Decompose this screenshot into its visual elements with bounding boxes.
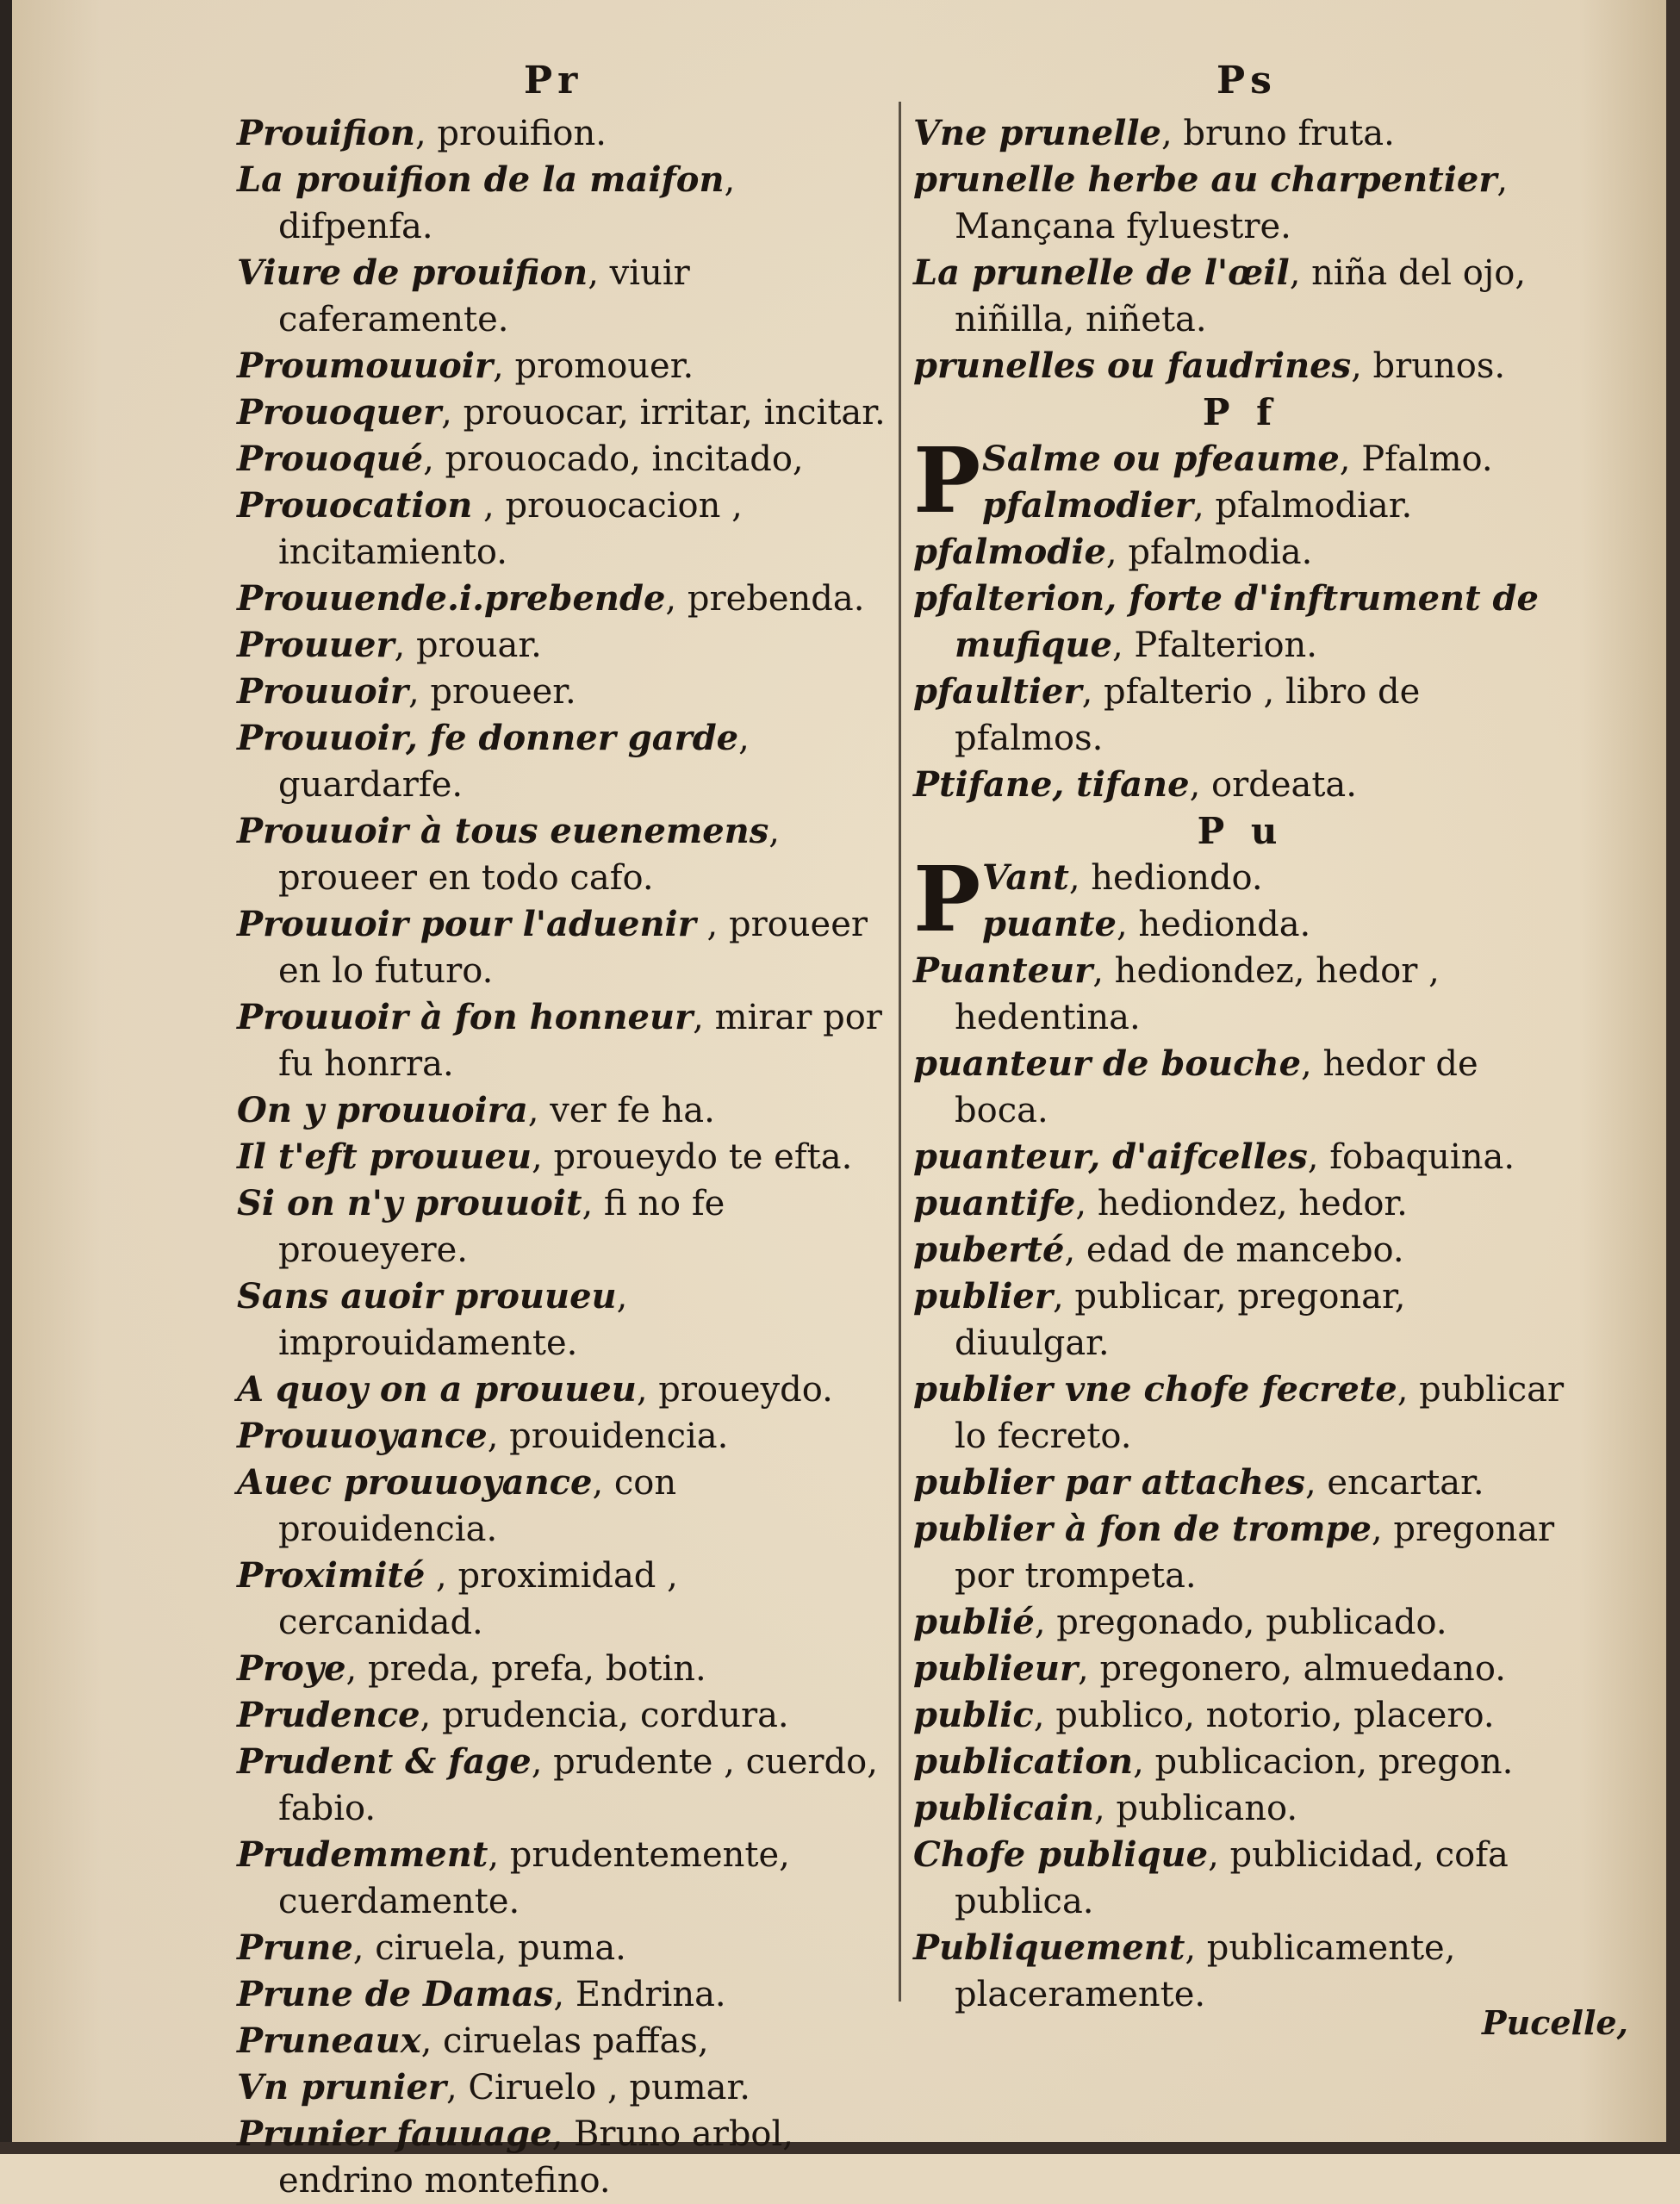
headword: Salme ou pfeaume [982,439,1340,479]
translation: , publicar, pregonar, diuulgar. [955,1277,1406,1363]
entry [913,1367,1568,1460]
entry [913,1041,1568,1134]
headword: public [913,1695,1034,1735]
entry [913,1460,1568,1506]
section-heading-ps: P f [1202,391,1279,433]
entry [913,576,1568,669]
entry [913,1599,1568,1646]
headword: La prunelle de l'œil [913,252,1290,293]
entry [237,576,892,622]
translation: , brunos. [1351,346,1506,386]
headword: Proximité [237,1555,426,1596]
headword: Puanteur [913,950,1093,991]
entry [237,1739,892,1832]
entry [237,994,892,1087]
headword: On y prouuoira [237,1090,528,1130]
translation: , publicacion, pregon. [1133,1742,1514,1782]
entry [913,1180,1568,1227]
translation: , mirar por fu honrra. [278,998,882,1084]
headword: publier à fon de trompe [913,1509,1372,1549]
translation: , ver fe ha. [527,1091,715,1130]
headword: puanteur de bouche [913,1043,1302,1084]
headword: Vant [982,857,1069,898]
headword: Prouuoir pour l'aduenir [237,904,696,944]
headword: publier [913,1276,1053,1317]
entry [913,1506,1568,1599]
translation: , Endrina. [553,1975,726,2014]
translation: , fobaquina. [1307,1137,1515,1177]
column-rule [899,102,901,2002]
headword: puantife [913,1183,1076,1223]
left-edge-shadow [0,0,12,2154]
translation: , proueer en lo futuro. [278,905,868,991]
entry [237,436,892,483]
headword: pfalmodie [913,532,1106,572]
translation: , pfalterio , libro de pfalmos. [955,672,1421,758]
headword: Prune [237,1927,353,1968]
translation: , prouar. [394,626,542,665]
entry [237,1460,892,1553]
left-column [237,110,892,2204]
translation: , proueer en todo cafo. [278,812,781,898]
translation: , prouocado, incitado, [423,439,804,479]
translation: , difpenfa. [278,160,736,246]
entry [913,110,1568,157]
headword: prunelle herbe au charpentier [913,159,1497,200]
translation: , publicano. [1093,1789,1298,1828]
translation: , bruno fruta. [1161,114,1395,153]
entry [237,1832,892,1925]
entry [237,1925,892,1971]
headword: publieur [913,1648,1079,1689]
headword: Chofe publique [913,1834,1209,1875]
entry [237,1087,892,1134]
running-head-left: Pr [524,59,583,103]
headword: puberté [913,1230,1065,1270]
entry [913,1925,1568,2018]
entry [237,2111,892,2204]
headword: Prouuoir, fe donner garde [237,718,739,758]
headword: publié [913,1602,1035,1642]
headword: La prouifion de la maifon [237,159,725,200]
entry [237,669,892,715]
entry [913,669,1568,762]
translation: , Pfalterion. [1112,626,1318,665]
headword: Ptifane, tifane [913,764,1190,805]
entry [237,1273,892,1367]
headword: prunelles ou faudrines [913,346,1352,386]
headword: A quoy on a prouueu [237,1369,637,1410]
translation: , Mançana fyluestre. [955,160,1509,246]
entry [237,1692,892,1739]
headword: Prouuoir [237,671,408,712]
headword: Prouuer [237,625,395,665]
drop-capital: P [913,846,981,952]
entry [913,250,1568,343]
translation: , proueydo. [636,1370,833,1410]
translation: , Ciruelo , pumar. [445,2068,750,2107]
headword: puanteur, d'aifcelles [913,1136,1308,1177]
translation: , proueer. [408,672,576,712]
drop-capital: P [913,427,981,533]
translation: , viuir caferamente. [278,253,690,339]
headword: puante [982,904,1117,944]
entry [913,948,1568,1041]
entry [237,1134,892,1180]
translation: , prudente , cuerdo, fabio. [278,1742,878,1828]
catchword: Pucelle, [1482,2003,1628,2042]
headword: publicain [913,1788,1094,1828]
translation: , encartar. [1304,1463,1484,1503]
headword: publier par attaches [913,1462,1305,1503]
headword: Il t'eft prouueu [237,1136,532,1177]
headword: Prouuoir à fon honneur [237,997,694,1037]
headword: Prouuende.i.prebende [237,578,666,619]
translation: , publicamente, placeramente. [955,1928,1456,2014]
headword: Prouoquer [237,392,442,433]
headword: Prouoqué [237,439,424,479]
headword: Prouocation [237,485,473,526]
translation: , improuidamente. [278,1277,628,1363]
entry [913,1692,1568,1739]
headword: Publiquement [913,1927,1185,1968]
translation: , prudentemente, cuerdamente. [278,1835,790,1921]
headword: Prouuoyance [237,1416,488,1456]
translation: , hedionda. [1116,905,1311,944]
translation: , ordeata. [1189,765,1357,805]
translation: , hediondez, hedor , hedentina. [955,951,1440,1037]
headword: Vn prunier [237,2067,446,2107]
entry [913,1273,1568,1367]
entry [913,1646,1568,1692]
headword: Sans auoir prouueu [237,1276,617,1317]
translation: , hedor de boca. [955,1044,1478,1130]
translation: , prebenda. [665,579,865,619]
translation: , ciruelas paffas, [420,2021,709,2061]
translation: , promouer. [493,346,694,386]
entry [237,110,892,157]
translation: , preda, prefa, botin. [345,1649,706,1689]
entry [913,1227,1568,1273]
headword: Proumouuoir [237,346,494,386]
headword: Prudent & fage [237,1741,532,1782]
translation: , edad de mancebo. [1064,1230,1404,1270]
headword: Prouifion [237,113,415,153]
section-heading-pu: P u [1197,810,1285,852]
headword: Prouuoir à tous euenemens [237,811,769,851]
translation: , pfalmodia. [1105,532,1313,572]
translation: , prouifion. [414,114,607,153]
entry [237,389,892,436]
entry [913,1832,1568,1925]
headword: pfaultier [913,671,1082,712]
translation: , pregonado, publicado. [1034,1603,1447,1642]
entry [913,1785,1568,1832]
entry [237,1646,892,1692]
translation: , fi no fe proueyere. [278,1184,725,1270]
translation: , hediondez, hedor. [1075,1184,1408,1223]
entry [237,483,892,576]
translation: , proximidad , cercanidad. [278,1556,678,1642]
entry [237,2018,892,2064]
headword: publier vne chofe fecrete [913,1369,1397,1410]
entry [913,157,1568,250]
translation: , publicar lo fecreto. [955,1370,1565,1456]
entry [237,1367,892,1413]
entry [237,1553,892,1646]
right-column [913,110,1568,2018]
translation: , Bruno arbol, endrino montefino. [278,2114,794,2201]
dropcap-entry [913,846,1568,952]
headword: pfalmodier [982,485,1193,526]
translation: , Pfalmo. [1339,439,1493,479]
dropcap-entry [913,427,1568,533]
entry [237,250,892,343]
entry [237,1413,892,1460]
entry [237,1971,892,2018]
right-edge-shadow [1666,0,1680,2154]
headword: Viure de prouifion [237,252,588,293]
entry [913,1134,1568,1180]
translation: , ciruela, puma. [352,1928,626,1968]
headword: Pruneaux [237,2020,421,2061]
translation: , publico, notorio, placero. [1033,1696,1495,1735]
translation: , pregonar por trompeta. [955,1510,1555,1596]
entry [913,1739,1568,1785]
headword: Prudence [237,1695,420,1735]
translation: , proueydo te efta. [532,1137,853,1177]
entry [237,2064,892,2111]
entry [237,715,892,808]
entry [237,343,892,389]
translation: , hediondo. [1068,858,1263,898]
headword: Prudemment [237,1834,488,1875]
entry [913,762,1568,808]
entry [237,901,892,994]
translation: , niña del ojo, niñilla, niñeta. [955,253,1527,339]
headword: Si on n'y prouuoit [237,1183,582,1223]
translation: , publicidad, cofa publica. [955,1835,1509,1921]
translation: , prouidencia. [487,1416,729,1456]
headword: pfalterion, forte d'inftrument de mufique [913,578,1539,665]
translation: , pregonero, almuedano. [1078,1649,1506,1689]
entry [237,1180,892,1273]
running-head-right: Ps [1216,59,1277,103]
translation: , pfalmodiar. [1192,486,1413,526]
entry [237,808,892,901]
headword: Proye [237,1648,346,1689]
translation: , guardarfe. [278,719,750,805]
translation: , prouocacion , incitamiento. [278,486,743,572]
entry [913,343,1568,389]
headword: Auec prouuoyance [237,1462,593,1503]
headword: Prune de Damas [237,1974,554,2014]
headword: Vne prunelle [913,113,1161,153]
entry [237,622,892,669]
entry [913,529,1568,576]
entry [237,157,892,250]
headword: publication [913,1741,1134,1782]
translation: , prudencia, cordura. [420,1696,789,1735]
translation: , con prouidencia. [278,1463,677,1549]
headword: Prunier fauuage [237,2114,552,2154]
translation: , prouocar, irritar, incitar. [441,393,886,433]
